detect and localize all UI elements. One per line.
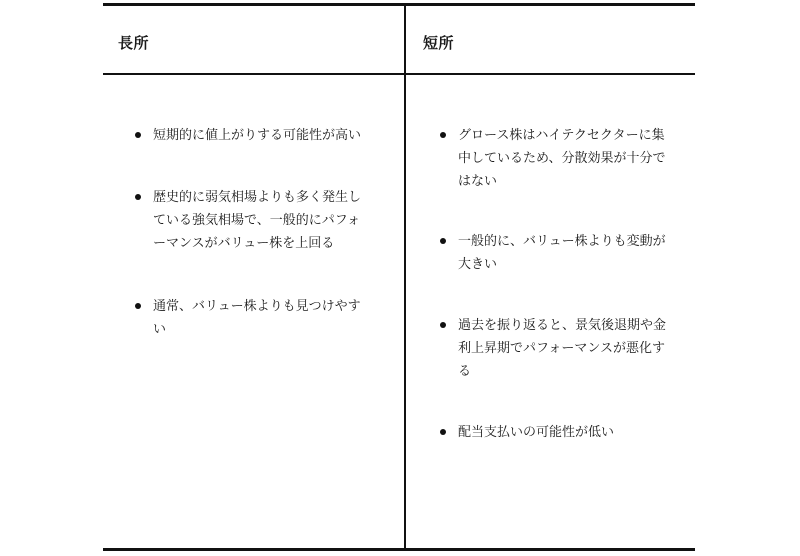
bullet-icon: [135, 303, 141, 309]
pros-list-item: [135, 295, 371, 341]
cons-list: [440, 124, 676, 444]
cons-list-item: [440, 124, 676, 193]
pros-cons-table: [103, 3, 695, 551]
cons-list-item: [440, 421, 676, 444]
header-divider: [103, 73, 695, 75]
cons-item-text: 配当支払いの可能性が低い: [458, 425, 615, 440]
pros-item-text: 通常、バリュー株よりも見つけやすい: [153, 299, 361, 337]
pros-list-item: [135, 124, 371, 147]
cons-list-item: [440, 230, 676, 276]
bullet-icon: [440, 322, 446, 328]
bullet-icon: [440, 429, 446, 435]
column-divider: [404, 6, 406, 548]
cons-item-text: 一般的に、バリュー株よりも変動が大きい: [458, 234, 666, 272]
pros-list: [135, 124, 371, 341]
bullet-icon: [135, 194, 141, 200]
pros-header: 長所: [118, 34, 150, 52]
pros-item-text: 歴史的に弱気相場よりも多く発生している強気相場で、一般的にパフォーマンスがバリュー株を上回る: [153, 190, 362, 251]
pros-list-item: [135, 186, 371, 255]
cons-header: 短所: [423, 34, 455, 52]
bullet-icon: [440, 132, 446, 138]
cons-item-text: グロース株はハイテクセクターに集中しているため、分散効果が十分ではない: [458, 128, 666, 189]
pros-item-text: 短期的に値上がりする可能性が高い: [153, 128, 362, 143]
cons-list-item: [440, 314, 676, 383]
cons-item-text: 過去を振り返ると、景気後退期や金利上昇期でパフォーマンスが悪化する: [458, 318, 667, 379]
bullet-icon: [135, 132, 141, 138]
bullet-icon: [440, 238, 446, 244]
